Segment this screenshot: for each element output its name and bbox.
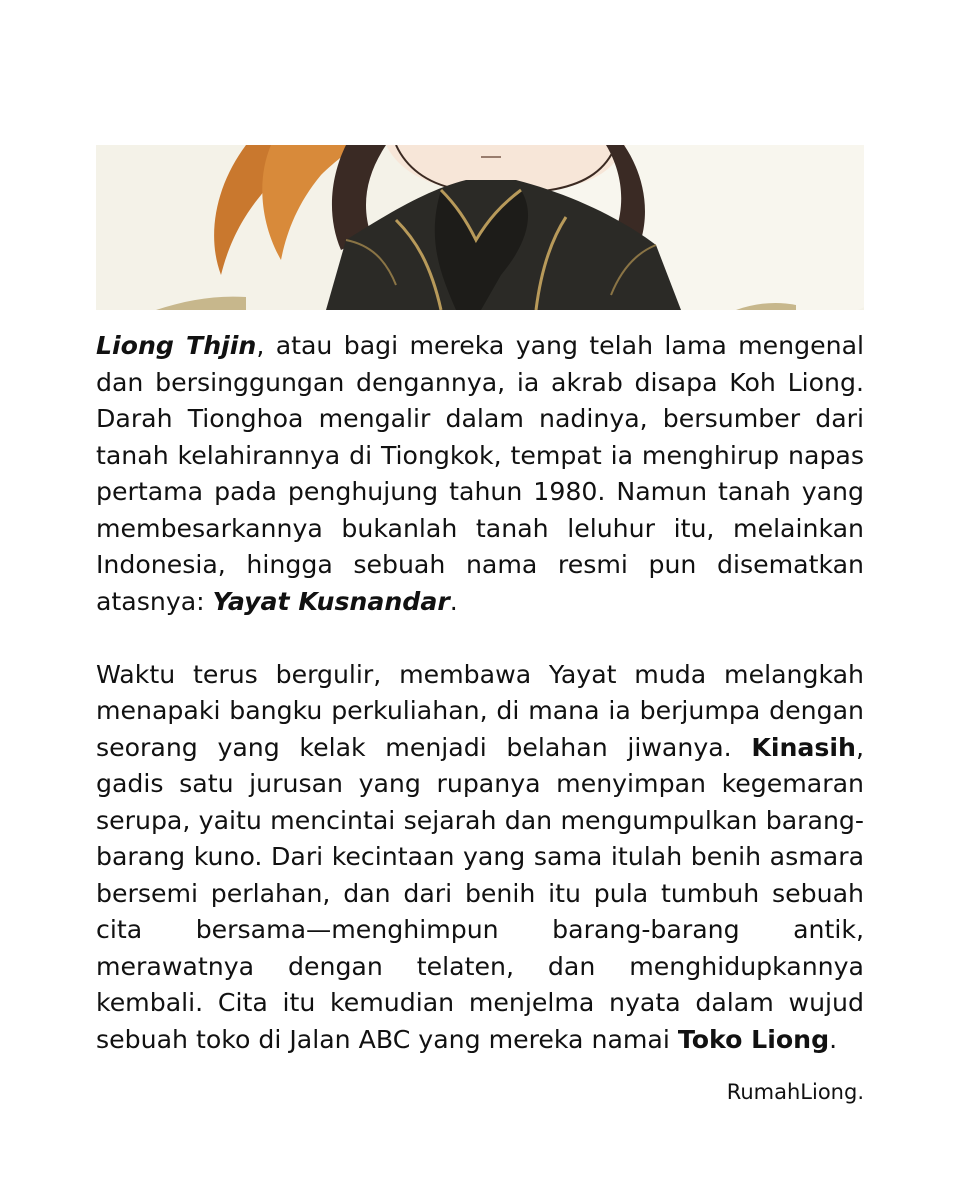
paragraph-story-text-start: Waktu terus bergulir, membawa Yayat muda melangkah menapaki bangku perkuliahan, di mana ia berjumpa dengan seorang yang kelak menjadi belahan jiwanya. [96,659,864,762]
paragraph-story [96,657,864,1059]
article-body [96,328,864,1058]
paragraph-intro-end: . [449,586,458,616]
signature: RumahLiong. [726,1080,864,1104]
official-name: Yayat Kusnandar [212,586,450,616]
paragraph-intro [96,328,864,620]
person-name: Liong Thjin [96,331,257,360]
banner-image [96,145,864,310]
paragraph-intro-text: , atau bagi mereka yang telah lama mengenal dan bersinggungan dengannya, ia akrab disapa Koh Liong. Darah Tionghoa mengalir dalam nadinya, bersumber dari tanah kelahirannya di Tiongkok, tempat ia menghirup napas pertama pada penghujung tahun 1980. Namun tanah yang membesarkannya bukanlah tanah leluhur itu, melainkan Indonesia, hingga sebuah nama resmi pun disematkan atasnya: [96,331,865,616]
character-illustration [96,145,864,310]
paragraph-story-end: . [829,1024,838,1054]
shop-name: Toko Liong [677,1024,830,1054]
paragraph-story-text-middle: , gadis satu jurusan yang rupanya menyimpan kegemaran serupa, yaitu mencintai sejarah dan mengumpulkan barang-barang kuno. Dari kecintaan yang sama itulah benih asmara bersemi perlahan, dan dari benih itu pula tumbuh sebuah cita bersama—menghimpun barang-barang antik, merawatnya dengan telaten, dan menghidupkannya kembali. Cita itu kemudian menjelma nyata dalam wujud sebuah toko di Jalan ABC yang mereka namai [96,732,864,1054]
partner-name: Kinasih [751,732,856,762]
